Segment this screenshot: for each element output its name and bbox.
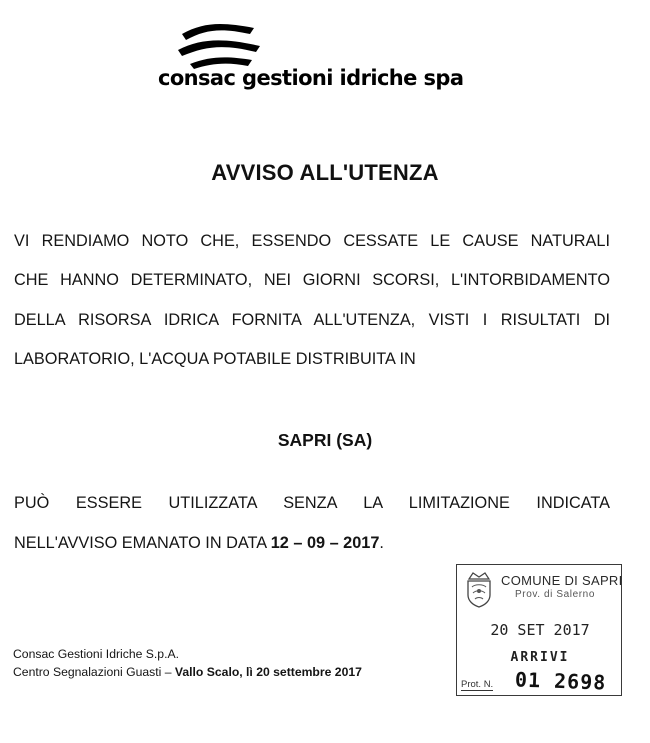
intro-line-1: VI RENDIAMO NOTO CHE, ESSENDO CESSATE LE CAUSE NATURALI <box>14 232 610 250</box>
stamp-arrivi: ARRIVI <box>510 650 570 665</box>
intro-line-3: DELLA RISORSA IDRICA FORNITA ALL'UTENZA, VISTI I RISULTATI DI <box>14 311 610 329</box>
protocol-stamp <box>456 564 622 696</box>
company-logo-text: consac gestioni idriche spa <box>158 66 464 90</box>
footer-location <box>13 665 362 679</box>
previous-notice-date: 12 – 09 – 2017 <box>270 534 380 552</box>
stamp-provincia: Prov. di Salerno <box>515 589 596 600</box>
footer-place-date: Vallo Scalo, lì 20 settembre 2017 <box>174 665 362 679</box>
stamp-comune: COMUNE DI SAPRI <box>501 573 623 588</box>
intro-line-2: CHE HANNO DETERMINATO, NEI GIORNI SCORSI, L'INTORBIDAMENTO <box>14 271 610 289</box>
stamp-protocol-number: 01 2698 <box>514 667 607 695</box>
conclusion-suffix: . <box>379 534 384 552</box>
notice-title: AVVISO ALL'UTENZA <box>211 160 439 185</box>
footer-center: Centro Segnalazioni Guasti – <box>13 665 175 679</box>
footer-company: Consac Gestioni Idriche S.p.A. <box>13 647 179 661</box>
municipal-crest-icon <box>463 569 495 609</box>
place-name: SAPRI (SA) <box>277 430 373 450</box>
intro-line-4: LABORATORIO, L'ACQUA POTABILE DISTRIBUITA IN <box>14 350 416 368</box>
conclusion-line-1: PUÒ ESSERE UTILIZZATA SENZA LA LIMITAZIONE INDICATA <box>14 494 610 512</box>
stamp-date: 20 SET 2017 <box>490 621 590 639</box>
consac-wave-logo-icon <box>176 20 262 70</box>
conclusion-prefix: NELL'AVVISO EMANATO IN DATA <box>14 534 271 552</box>
stamp-protocol-label: Prot. N. <box>461 679 494 690</box>
conclusion-line-2 <box>14 534 610 553</box>
